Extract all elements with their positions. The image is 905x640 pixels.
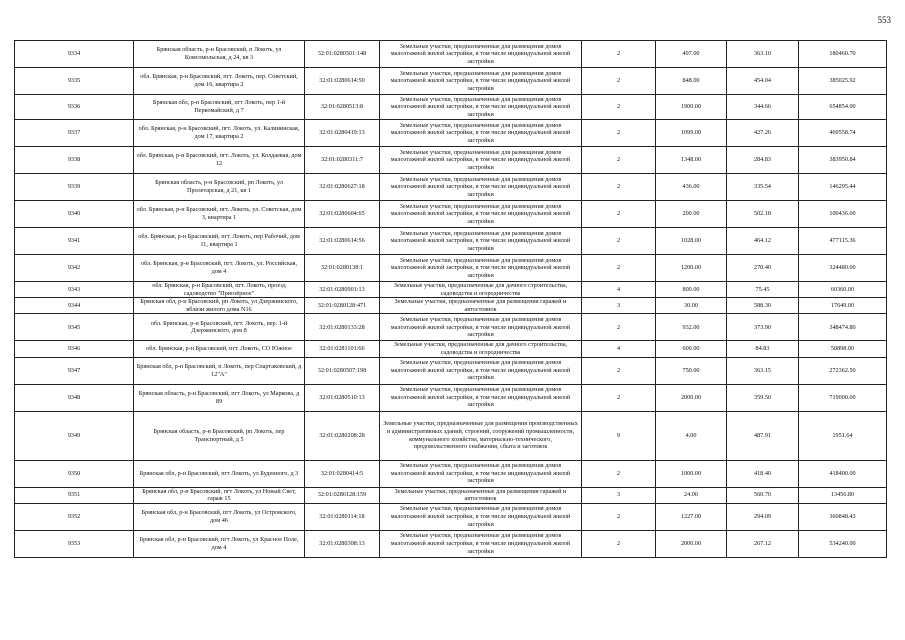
table-row [15, 298, 887, 314]
record-id-cell: 9345 [15, 314, 134, 341]
use-group-cell: 2 [582, 174, 656, 201]
cadastral-value-cell: 719000.00 [799, 384, 887, 411]
cadastral-number-cell: 32:01:0280414:5 [305, 460, 380, 487]
use-group-cell: 2 [582, 460, 656, 487]
record-id-cell: 9351 [15, 487, 134, 503]
cadastral-number-cell: 32:01:0280133:28 [305, 314, 380, 341]
use-group-cell: 2 [582, 120, 656, 147]
cadastral-value-cell: 477115.36 [799, 228, 887, 255]
cadastral-value-cell: 1951.64 [799, 411, 887, 460]
record-id-cell: 9344 [15, 298, 134, 314]
address-cell: обл. Брянская, р-н Брасовский, пгт. Локоть, пер. Советский, дом 16, квартира 2 [134, 68, 305, 95]
record-id-cell: 9342 [15, 255, 134, 282]
land-use-cell: Земельные участки, предназначенные для размещения производственных и административных зданий, строений, сооружений промышленности, коммунального хозяйства, материально-технического, продовольственного снабжения, сбыта и заготовок [380, 411, 582, 460]
record-id-cell: 9347 [15, 357, 134, 384]
table-row [15, 228, 887, 255]
land-use-cell: Земельные участки, предназначенные для размещения домов малоэтажной жилой застройки, в том числе индивидуальной жилой застройки [380, 147, 582, 174]
land-use-cell: Земельные участки, предназначенные для размещения домов малоэтажной жилой застройки, в том числе индивидуальной жилой застройки [380, 120, 582, 147]
table-row [15, 95, 887, 120]
specific-value-cell: 363.10 [727, 41, 799, 68]
area-cell: 2000.00 [656, 530, 727, 557]
land-use-cell: Земельные участки, предназначенные для размещения домов малоэтажной жилой застройки, в том числе индивидуальной жилой застройки [380, 228, 582, 255]
cadastral-number-cell: 32:01:0280138:1 [305, 255, 380, 282]
specific-value-cell: 487.91 [727, 411, 799, 460]
area-cell: 497.00 [656, 41, 727, 68]
cadastral-value-cell: 100436.00 [799, 201, 887, 228]
use-group-cell: 2 [582, 357, 656, 384]
cadastral-number-cell: 32:01:0280311:7 [305, 147, 380, 174]
cadastral-value-cell: 654854.00 [799, 95, 887, 120]
specific-value-cell: 363.15 [727, 357, 799, 384]
use-group-cell: 3 [582, 298, 656, 314]
specific-value-cell: 359.50 [727, 384, 799, 411]
cadastral-number-cell: 32:01:0280627:18 [305, 174, 380, 201]
area-cell: 1200.00 [656, 255, 727, 282]
cadastral-value-cell: 360848.43 [799, 503, 887, 530]
use-group-cell: 2 [582, 201, 656, 228]
address-cell: обл. Брянская, р-н Брасовский, пгт. Локоть, ул. Калининская, дом 17, квартира 2 [134, 120, 305, 147]
table-row [15, 411, 887, 460]
cadastral-number-cell: 32:01:0280614:50 [305, 68, 380, 95]
address-cell: Брянская обл, р-н Брасовский, п Локоть, пер Спартаковский, д 12"А" [134, 357, 305, 384]
specific-value-cell: 560.70 [727, 487, 799, 503]
area-cell: 1000.00 [656, 460, 727, 487]
address-cell: обл. Брянская, р-н Брасовский, пгт. Локоть, проезд садоводство "Приозёрное" [134, 282, 305, 298]
land-use-cell: Земельные участки, предназначенные для размещения домов малоэтажной жилой застройки, в том числе индивидуальной жилой застройки [380, 201, 582, 228]
table-row [15, 147, 887, 174]
cadastral-value-cell: 534240.00 [799, 530, 887, 557]
cadastral-number-cell: 32:01:0280128:471 [305, 298, 380, 314]
land-use-cell: Земельные участки, предназначенные для размещения домов малоэтажной жилой застройки, в том числе индивидуальной жилой застройки [380, 460, 582, 487]
address-cell: обл. Брянская, р-н Брасовский, пгт. Локоть, ул. Российская, дом 4 [134, 255, 305, 282]
land-use-cell: Земельные участки, предназначенные для дачного строительства, садоводства и огородничества [380, 341, 582, 357]
cadastral-number-cell: 32:01:0280308:13 [305, 530, 380, 557]
use-group-cell: 2 [582, 530, 656, 557]
record-id-cell: 9341 [15, 228, 134, 255]
land-use-cell: Земельные участки, предназначенные для дачного строительства, садоводства и огородничества [380, 282, 582, 298]
address-cell: обл. Брянская, р-н Брасовский, пгт. Локоть, ул. Советская, дом 3, квартира 1 [134, 201, 305, 228]
land-use-cell: Земельные участки, предназначенные для размещения домов малоэтажной жилой застройки, в том числе индивидуальной жилой застройки [380, 41, 582, 68]
specific-value-cell: 284.83 [727, 147, 799, 174]
use-group-cell: 2 [582, 255, 656, 282]
table-row [15, 41, 887, 68]
specific-value-cell: 588.30 [727, 298, 799, 314]
use-group-cell: 3 [582, 487, 656, 503]
table-row [15, 503, 887, 530]
specific-value-cell: 418.40 [727, 460, 799, 487]
table-row [15, 487, 887, 503]
specific-value-cell: 267.12 [727, 530, 799, 557]
record-id-cell: 9348 [15, 384, 134, 411]
record-id-cell: 9334 [15, 41, 134, 68]
address-cell: Брянская область, р-н Брасовский, рп Локоть, пер Транспортный, д 5 [134, 411, 305, 460]
address-cell: Брянская обл, р-н Брасовский, пгт Локоть, пер 1-й Первомайский, д 7 [134, 95, 305, 120]
area-cell: 800.00 [656, 282, 727, 298]
address-cell: Брянская обл, р-н Брасовский, пгт Локоть, ул Красное Поле, дом 4 [134, 530, 305, 557]
cadastral-value-cell: 50898.00 [799, 341, 887, 357]
specific-value-cell: 454.04 [727, 68, 799, 95]
land-use-cell: Земельные участки, предназначенные для размещения гаражей и автостоянок [380, 487, 582, 503]
cadastral-value-cell: 324480.00 [799, 255, 887, 282]
use-group-cell: 2 [582, 503, 656, 530]
address-cell: Брянская обл, р-н Брасовский, пгт Локоть, ул Островского, дом 46 [134, 503, 305, 530]
record-id-cell: 9346 [15, 341, 134, 357]
cadastral-value-cell: 272362.50 [799, 357, 887, 384]
area-cell: 4.00 [656, 411, 727, 460]
specific-value-cell: 294.09 [727, 503, 799, 530]
use-group-cell: 4 [582, 341, 656, 357]
cadastral-number-cell: 32:01:0280614:56 [305, 228, 380, 255]
land-use-cell: Земельные участки, предназначенные для размещения домов малоэтажной жилой застройки, в том числе индивидуальной жилой застройки [380, 174, 582, 201]
table-row [15, 120, 887, 147]
cadastral-value-cell: 180460.70 [799, 41, 887, 68]
specific-value-cell: 344.66 [727, 95, 799, 120]
table-row [15, 341, 887, 357]
address-cell: Брянская область, р-н Брасовский, рп Локоть, ул Пролетарская, д 21, кв 1 [134, 174, 305, 201]
specific-value-cell: 427.26 [727, 120, 799, 147]
cadastral-number-cell: 32:01:0280510:13 [305, 384, 380, 411]
specific-value-cell: 464.12 [727, 228, 799, 255]
table-row [15, 68, 887, 95]
table-row [15, 282, 887, 298]
area-cell: 1227.00 [656, 503, 727, 530]
cadastral-value-cell: 418400.00 [799, 460, 887, 487]
cadastral-number-cell: 32:01:0280114:18 [305, 503, 380, 530]
area-cell: 932.00 [656, 314, 727, 341]
area-cell: 30.00 [656, 298, 727, 314]
area-cell: 1028.00 [656, 228, 727, 255]
cadastral-value-cell: 385025.92 [799, 68, 887, 95]
cadastral-number-cell: 32:01:0280419:13 [305, 120, 380, 147]
area-cell: 2000.00 [656, 384, 727, 411]
cadastral-value-cell: 17649.00 [799, 298, 887, 314]
area-cell: 600.00 [656, 341, 727, 357]
specific-value-cell: 75.45 [727, 282, 799, 298]
use-group-cell: 2 [582, 41, 656, 68]
land-use-cell: Земельные участки, предназначенные для размещения домов малоэтажной жилой застройки, в том числе индивидуальной жилой застройки [380, 384, 582, 411]
land-use-cell: Земельные участки, предназначенные для размещения домов малоэтажной жилой застройки, в том числе индивидуальной жилой застройки [380, 255, 582, 282]
use-group-cell: 2 [582, 384, 656, 411]
specific-value-cell: 373.90 [727, 314, 799, 341]
address-cell: обл. Брянская, р-н Брасовский, пгт. Локоть, СО Южное [134, 341, 305, 357]
land-use-cell: Земельные участки, предназначенные для размещения домов малоэтажной жилой застройки, в том числе индивидуальной жилой застройки [380, 530, 582, 557]
table-row [15, 314, 887, 341]
address-cell: обл. Брянская, р-н Брасовский, пгт. Локоть, пер Рабочий, дом 11, квартира 1 [134, 228, 305, 255]
use-group-cell: 2 [582, 228, 656, 255]
address-cell: Брянская обл, р-н Брасовский, пгт Локоть, ул Новый Свет, гараж 15 [134, 487, 305, 503]
record-id-cell: 9349 [15, 411, 134, 460]
land-use-cell: Земельные участки, предназначенные для размещения домов малоэтажной жилой застройки, в том числе индивидуальной жилой застройки [380, 357, 582, 384]
record-id-cell: 9353 [15, 530, 134, 557]
cadastral-number-cell: 32:01:0280501:148 [305, 41, 380, 68]
use-group-cell: 2 [582, 147, 656, 174]
land-use-cell: Земельные участки, предназначенные для размещения домов малоэтажной жилой застройки, в том числе индивидуальной жилой застройки [380, 503, 582, 530]
address-cell: обл. Брянская, р-н Брасовский, пгт. Локоть, пер. 1-й Дзержинского, дом 8 [134, 314, 305, 341]
registry-body [15, 41, 887, 558]
cadastral-value-cell: 13456.80 [799, 487, 887, 503]
use-group-cell: 2 [582, 68, 656, 95]
cadastral-value-cell: 383950.84 [799, 147, 887, 174]
cadastral-value-cell: 60360.00 [799, 282, 887, 298]
address-cell: обл. Брянская, р-н Брасовский, пгт. Локоть, ул. Колдаевая, дом 12 [134, 147, 305, 174]
cadastral-value-cell: 146295.44 [799, 174, 887, 201]
specific-value-cell: 502.18 [727, 201, 799, 228]
cadastral-number-cell: 32:01:0280208:28 [305, 411, 380, 460]
table-row [15, 174, 887, 201]
table-row [15, 255, 887, 282]
use-group-cell: 9 [582, 411, 656, 460]
area-cell: 1900.00 [656, 95, 727, 120]
specific-value-cell: 270.40 [727, 255, 799, 282]
area-cell: 848.00 [656, 68, 727, 95]
cadastral-number-cell: 32:01:0280128:159 [305, 487, 380, 503]
table-row [15, 384, 887, 411]
cadastral-value-cell: 469558.74 [799, 120, 887, 147]
cadastral-number-cell: 32:01:0280513:8 [305, 95, 380, 120]
record-id-cell: 9340 [15, 201, 134, 228]
cadastral-number-cell: 32:01:0281101:66 [305, 341, 380, 357]
record-id-cell: 9338 [15, 147, 134, 174]
table-row [15, 530, 887, 557]
area-cell: 24.00 [656, 487, 727, 503]
land-use-cell: Земельные участки, предназначенные для размещения домов малоэтажной жилой застройки, в том числе индивидуальной жилой застройки [380, 95, 582, 120]
record-id-cell: 9339 [15, 174, 134, 201]
use-group-cell: 4 [582, 282, 656, 298]
land-use-cell: Земельные участки, предназначенные для размещения домов малоэтажной жилой застройки, в том числе индивидуальной жилой застройки [380, 68, 582, 95]
record-id-cell: 9350 [15, 460, 134, 487]
cadastral-number-cell: 32:01:0280901:13 [305, 282, 380, 298]
record-id-cell: 9352 [15, 503, 134, 530]
table-row [15, 201, 887, 228]
address-cell: Брянская область, р-н Брасовский, пгт Локоть, ул Маркова, д 89 [134, 384, 305, 411]
area-cell: 1348.00 [656, 147, 727, 174]
record-id-cell: 9337 [15, 120, 134, 147]
record-id-cell: 9343 [15, 282, 134, 298]
table-row [15, 357, 887, 384]
address-cell: Брянская обл, р-н Брасовский, пгт Локоть, ул Буденного, д 3 [134, 460, 305, 487]
address-cell: Брянская область, р-н Брасовский, п Локоть, ул Комсомольская, д 24, кв 3 [134, 41, 305, 68]
land-use-cell: Земельные участки, предназначенные для размещения домов малоэтажной жилой застройки, в том числе индивидуальной жилой застройки [380, 314, 582, 341]
land-use-cell: Земельные участки, предназначенные для размещения гаражей и автостоянок [380, 298, 582, 314]
use-group-cell: 2 [582, 95, 656, 120]
page-number: 553 [877, 15, 891, 25]
table-row [15, 460, 887, 487]
cadastral-number-cell: 32:01:0280507:198 [305, 357, 380, 384]
cadastral-value-cell: 348474.80 [799, 314, 887, 341]
area-cell: 750.00 [656, 357, 727, 384]
land-registry-table [14, 40, 887, 558]
record-id-cell: 9335 [15, 68, 134, 95]
specific-value-cell: 335.54 [727, 174, 799, 201]
cadastral-number-cell: 32:01:0280604:65 [305, 201, 380, 228]
area-cell: 200.00 [656, 201, 727, 228]
specific-value-cell: 84.83 [727, 341, 799, 357]
record-id-cell: 9336 [15, 95, 134, 120]
area-cell: 1099.00 [656, 120, 727, 147]
address-cell: Брянская обл, р-н Брасовский, рп Локоть, ул Дзержинского, вблизи жилого дома N16 [134, 298, 305, 314]
area-cell: 436.00 [656, 174, 727, 201]
use-group-cell: 2 [582, 314, 656, 341]
